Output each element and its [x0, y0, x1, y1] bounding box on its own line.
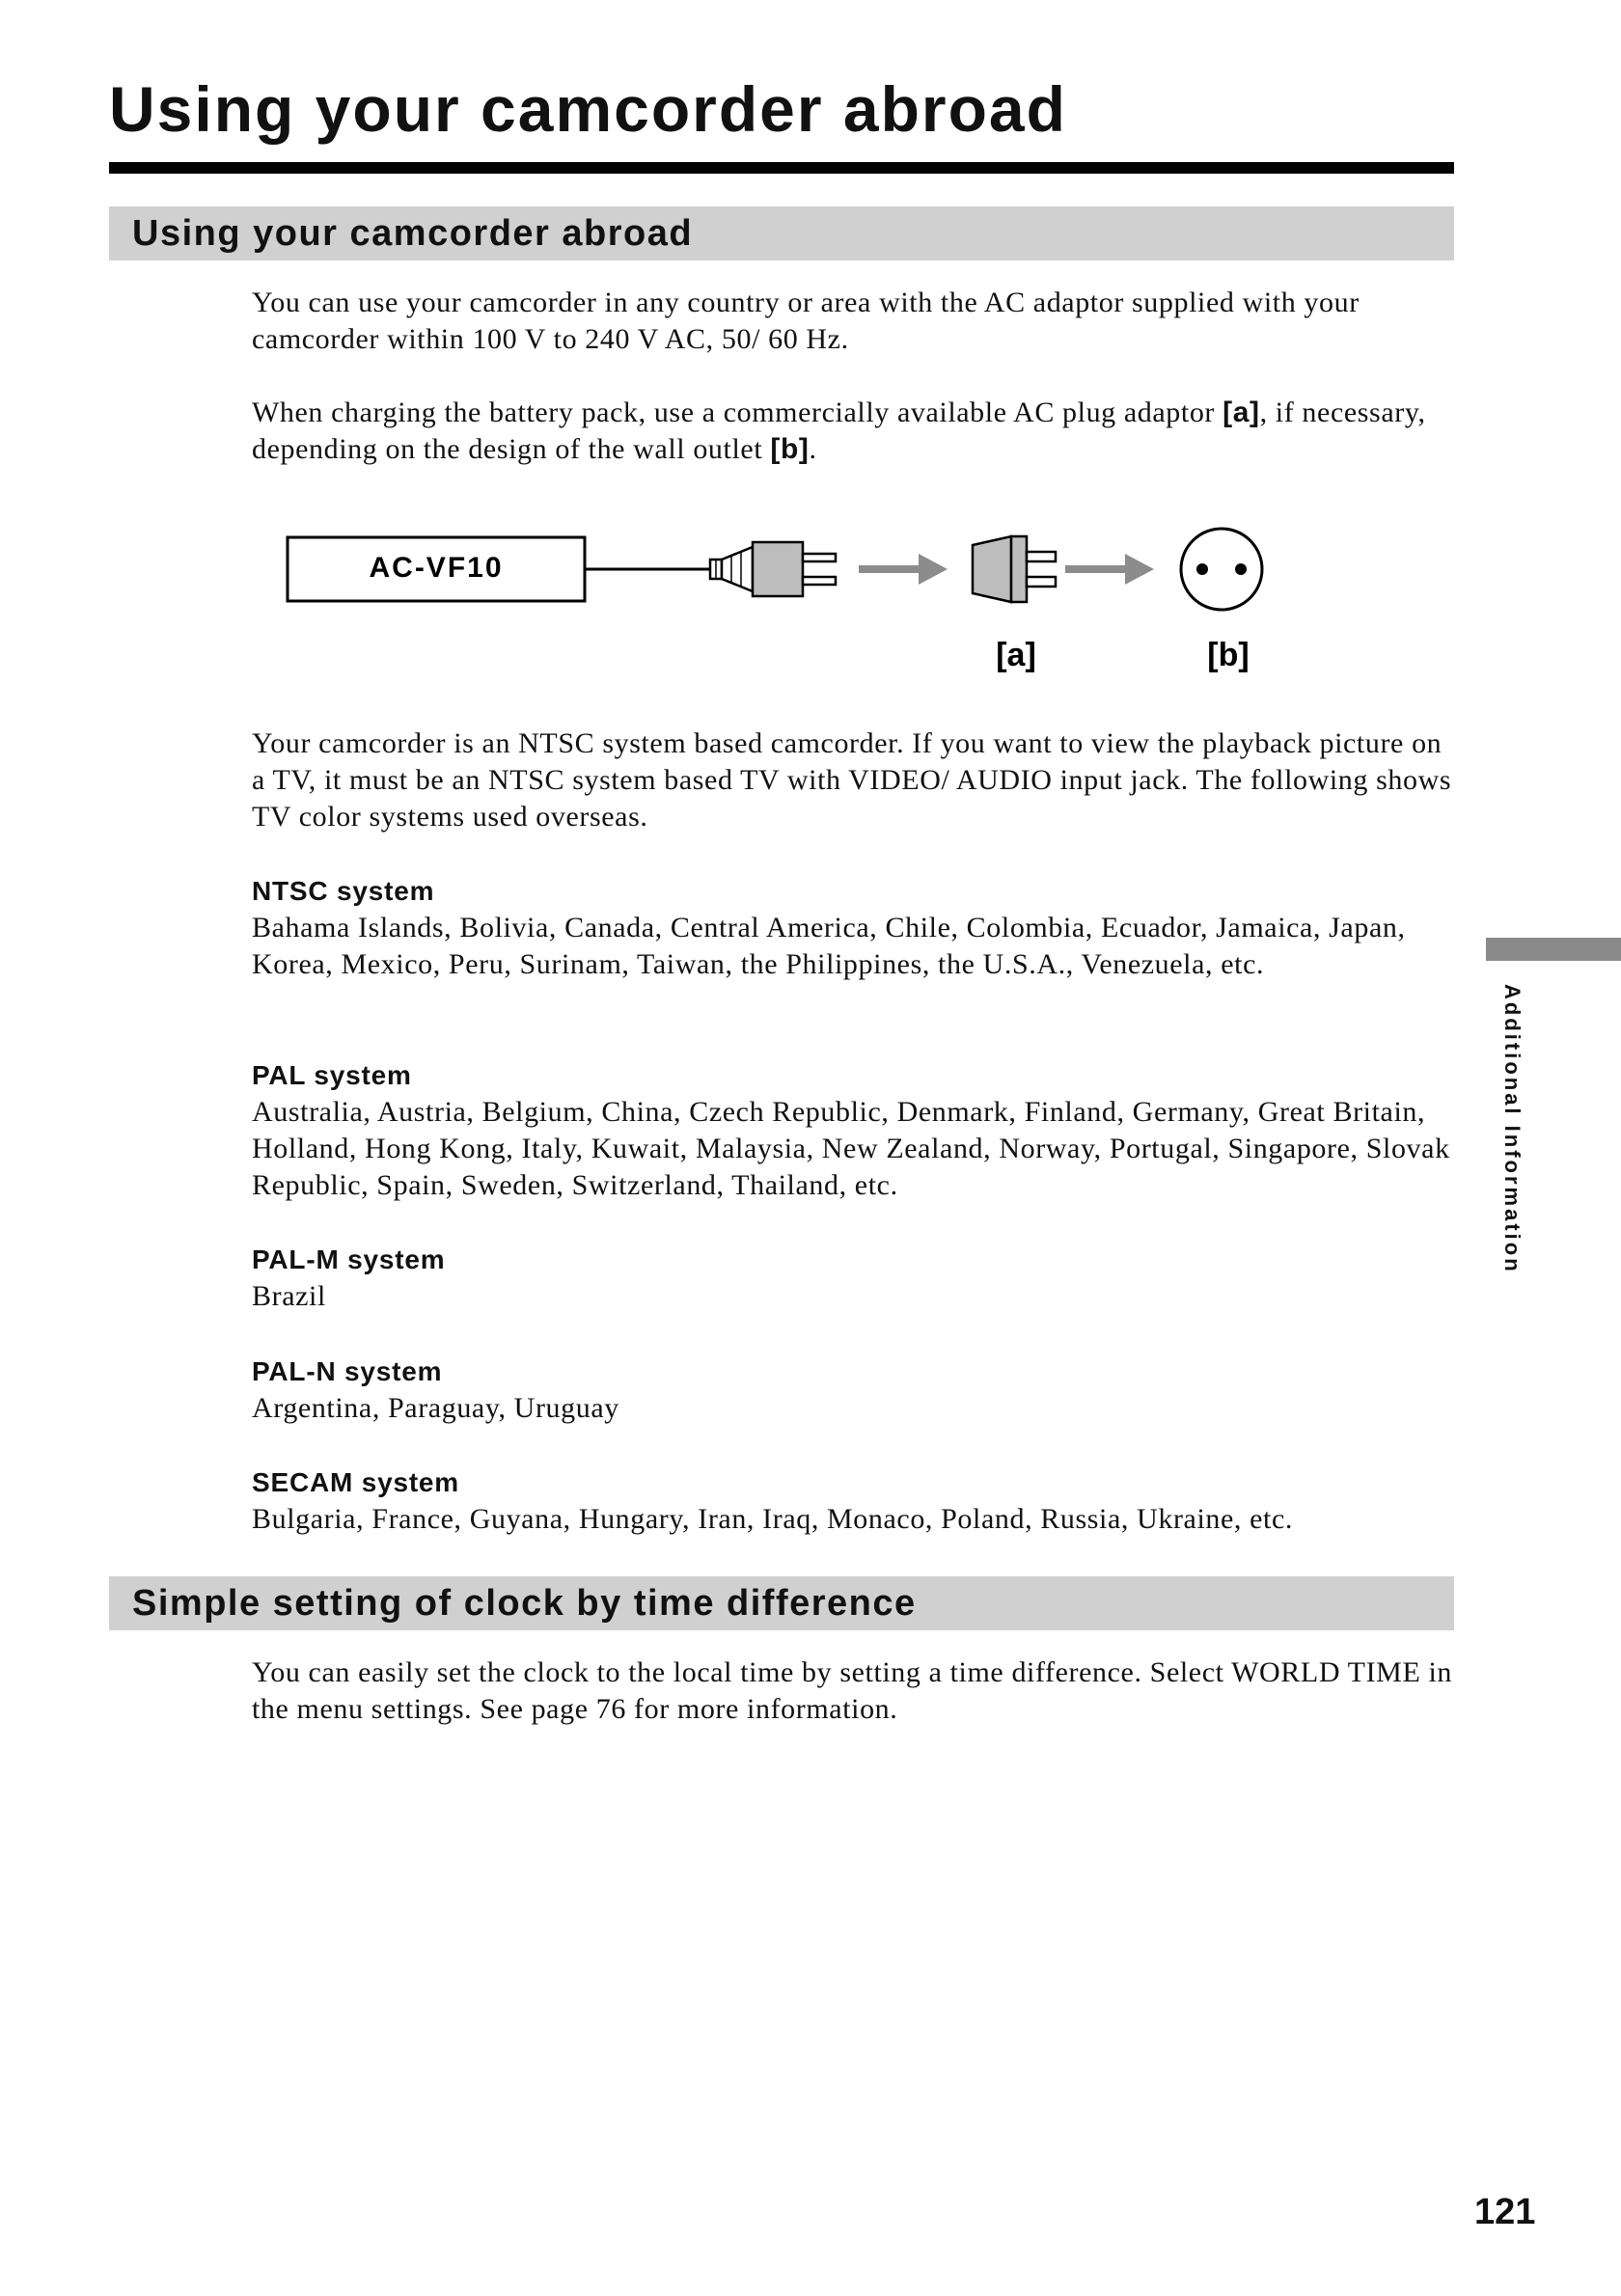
system-heading: PAL system: [252, 1060, 412, 1090]
plug-text-end: .: [809, 433, 817, 465]
ref-a: [a]: [1223, 396, 1260, 428]
plug-text-start: When charging the battery pack, use a commercially available AC plug adaptor: [252, 396, 1223, 428]
system-heading: SECAM system: [252, 1467, 460, 1497]
arrow-right-icon: [1065, 554, 1154, 585]
wall-outlet-icon: [1181, 529, 1262, 610]
page-number: 121: [1474, 2192, 1536, 2232]
ref-b: [b]: [770, 433, 810, 465]
system-countries: Bulgaria, France, Guyana, Hungary, Iran, Iraq, Monaco, Poland, Russia, Ukraine, etc.: [252, 1503, 1293, 1535]
section-tab-bar: [1486, 938, 1621, 961]
system-countries: Brazil: [252, 1280, 326, 1312]
system-countries: Bahama Islands, Bolivia, Canada, Central America, Chile, Colombia, Ecuador, Jamaica, Japan, Korea, Mexico, Peru, Surinam, Taiwan, the Philippines, the U.S.A., Venezuela, etc.: [252, 912, 1406, 980]
plug-adaptor-diagram: [280, 521, 1303, 695]
clock-paragraph: You can easily set the clock to the local time by setting a time difference. Select WORLD TIME in the menu settings. See page 76 for more information.: [252, 1656, 1453, 1725]
plug-adaptor-icon: [973, 536, 1056, 602]
arrow-right-icon: [859, 554, 948, 585]
ntsc-camcorder-paragraph: Your camcorder is an NTSC system based camcorder. If you want to view the playback picture on a TV, it must be an NTSC system based TV with VIDEO/ AUDIO input jack. The following shows TV color systems used overseas.: [252, 727, 1452, 833]
system-heading: PAL-M system: [252, 1244, 446, 1274]
system-countries: Australia, Austria, Belgium, China, Czech Republic, Denmark, Finland, Germany, Great Britain, Holland, Hong Kong, Italy, Kuwait, Malaysia, New Zealand, Norway, Portugal, Singapore, Slovak Republic, Spain, Sweden, Switzerland, Thailand, etc.: [252, 1096, 1450, 1201]
plug-icon: [710, 542, 836, 596]
system-heading: NTSC system: [252, 876, 435, 906]
title-rule: [109, 162, 1454, 174]
ac-adaptor-box: [288, 537, 585, 601]
model-label: AC-VF10: [369, 551, 504, 584]
system-countries: Argentina, Paraguay, Uruguay: [252, 1392, 619, 1424]
intro-paragraph: You can use your camcorder in any country or area with the AC adaptor supplied with your camcorder within 100 V to 240 V AC, 50/ 60 Hz.: [252, 287, 1360, 355]
section-heading-clock: Simple setting of clock by time difference: [109, 1576, 1454, 1630]
plug-adaptor-paragraph: [252, 395, 1458, 468]
label-a: [a]: [996, 637, 1036, 673]
system-heading: PAL-N system: [252, 1356, 443, 1386]
section-heading-abroad: Using your camcorder abroad: [109, 206, 1454, 260]
side-tab-label: Additional Information: [1500, 984, 1525, 1274]
page-title: Using your camcorder abroad: [109, 73, 1067, 145]
plug-text-mid: , if necessary, depending on the design of the wall outlet: [252, 396, 1426, 465]
label-b: [b]: [1207, 637, 1250, 673]
